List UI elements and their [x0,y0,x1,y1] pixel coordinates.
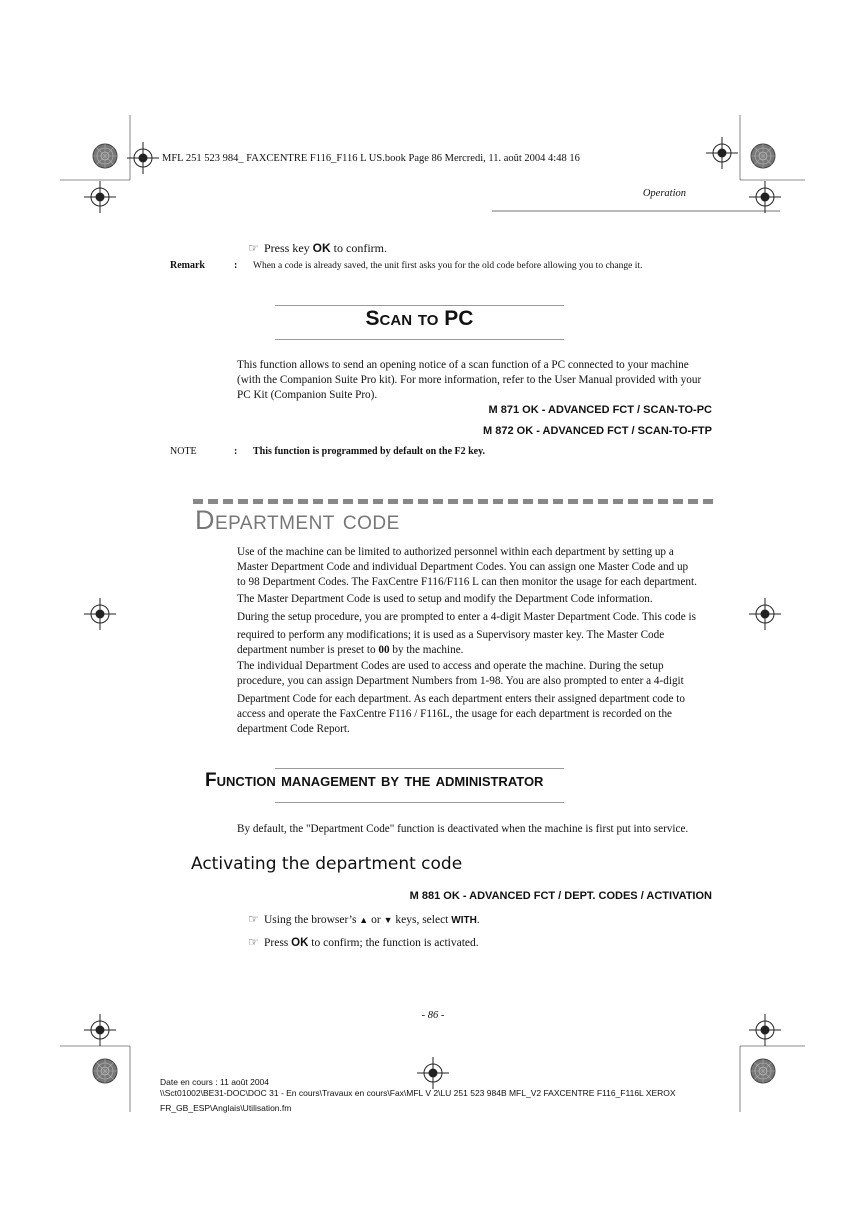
admin-text: By default, the "Department Code" function is deactivated when the machine is first put into service. [237,823,689,835]
dept-paragraph-2: The Master Department Code is used to setup and modify the Department Code information. [237,593,653,605]
title-rule-bottom [275,339,564,340]
file-info: MFL 251 523 984_ FAXCENTRE F116_F116 L US.book Page 86 Mercredi, 11. août 2004 4:48 16 [162,153,580,164]
menu-path-scan-pc: M 871 OK - ADVANCED FCT / SCAN-TO-PC [488,404,712,416]
admin-rule-top [275,768,564,769]
remark-text: When a code is already saved, the unit first asks you for the old code before allowing you to change it. [253,261,643,271]
chapter-dash-rule [193,499,713,504]
footer-date: Date en cours : 11 août 2004 [160,1077,270,1087]
remark-colon: : [234,260,238,271]
admin-rule-bottom [275,802,564,803]
activation-step-1: ☞ Using the browser’s ▲ or ▼ keys, select WITH. [248,912,480,926]
scan-to-pc-title: Scan to PC [365,307,474,330]
note-label: NOTE [170,446,197,457]
menu-path-scan-ftp: M 872 OK - ADVANCED FCT / SCAN-TO-FTP [483,425,712,437]
up-arrow-icon: ▲ [359,915,369,925]
function-management-title: Function management by the administrator [205,770,544,791]
activating-title: Activating the department code [191,854,463,874]
dept-paragraph-1: Use of the machine can be limited to authorized personnel within each department by setting up a Master Department Code and individual Department Codes. You can assign one Master Code and up to 98 Department Codes. The FaxCentre F116/F116 L can then monitor the usage for each department. [237,546,697,588]
dept-paragraph-4: The individual Department Codes are used to access and operate the machine. During the setup procedure, you can assign Department Numbers from 1-98. You are also prompted to enter a 4-digit Department Code for each department. As each department enters their assigned department code to access and operate the FaxCentre F116 / F116L, the usage for each department is recorded on the department Code Report. [237,660,685,735]
note-text: This function is programmed by default on the F2 key. [253,446,486,457]
title-rule-top [275,305,564,306]
scan-intro: This function allows to send an opening notice of a scan function of a PC connected to your machine (with the Companion Suite Pro kit). For more information, refer to the User Manual provided with your PC Kit (Companion Suite Pro). [237,359,702,401]
dept-paragraph-3: During the setup procedure, you are prompted to enter a 4-digit Master Department Code. This code is required to perform any modifications; it is used as a Supervisory master key. The Master Code department number is preset to 00 by the machine. [237,611,696,656]
pointing-hand-icon: ☞ [248,912,259,926]
department-code-title: Department code [195,505,400,535]
page-number: - 86 - [421,1010,445,1021]
down-arrow-icon: ▼ [383,915,393,925]
remark-label: Remark [170,260,205,271]
section-name: Operation [642,188,686,199]
note-colon: : [234,446,238,457]
footer-path-line-2: FR_GB_ESP\Anglais\Utilisation.fm [160,1103,292,1113]
activation-step-2: ☞ Press OK to confirm; the function is activated. [248,935,479,949]
menu-path-activation: M 881 OK - ADVANCED FCT / DEPT. CODES / ACTIVATION [409,890,712,902]
confirm-step: ☞ Press key OK to confirm. [248,241,387,255]
footer-path-line-1: \\Sct01002\BE31-DOC\DOC 31 - En cours\Travaux en cours\Fax\MFL V 2\LU 251 523 984B MFL_V2 FAXCENTRE F116_F116L XEROX [160,1088,676,1098]
pointing-hand-icon: ☞ [248,241,259,255]
pointing-hand-icon: ☞ [248,935,259,949]
